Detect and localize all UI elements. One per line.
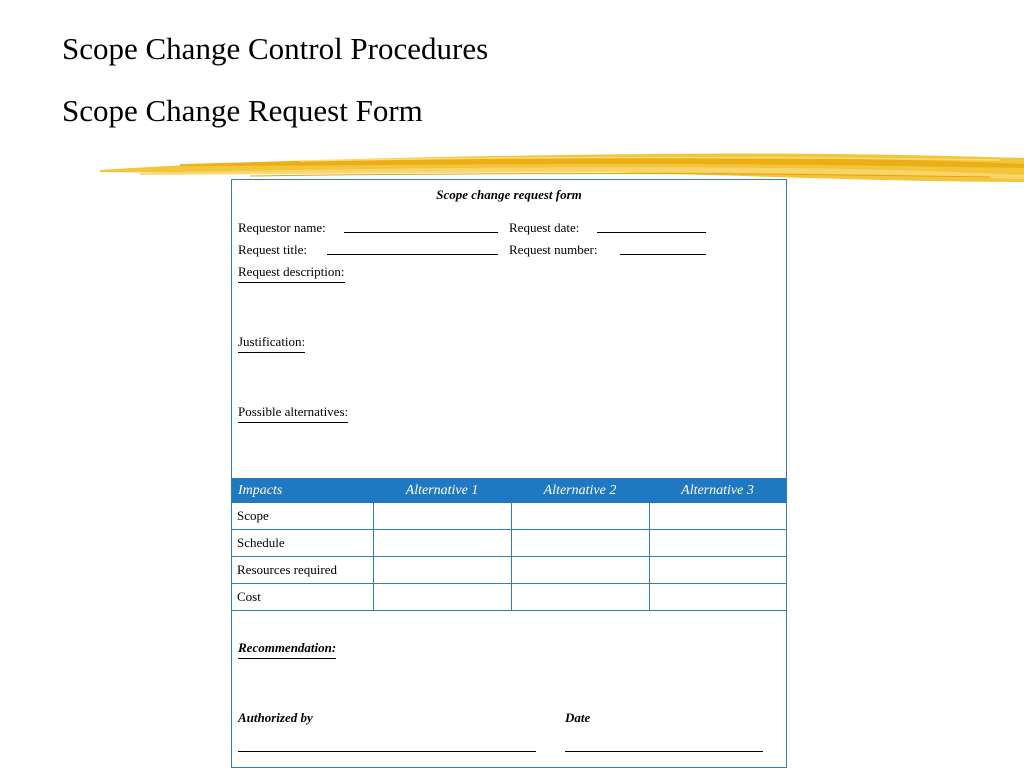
scope-change-request-form <box>231 179 787 768</box>
request-number-label: Request number: <box>509 242 598 257</box>
table-cell <box>649 557 786 584</box>
impact-schedule: Schedule <box>232 530 373 557</box>
table-row <box>232 584 786 611</box>
possible-alternatives-label: Possible alternatives: <box>238 404 348 423</box>
impacts-header-row <box>232 478 786 503</box>
table-cell <box>373 557 511 584</box>
table-cell <box>649 530 786 557</box>
table-cell <box>649 584 786 611</box>
table-cell <box>511 530 649 557</box>
requestor-name-label: Requestor name: <box>238 220 326 235</box>
impact-scope: Scope <box>232 503 373 530</box>
impact-resources: Resources required <box>232 557 373 584</box>
table-row <box>232 557 786 584</box>
table-cell <box>649 503 786 530</box>
request-number-line <box>620 254 706 255</box>
requestor-name-line <box>344 232 498 233</box>
table-cell <box>373 584 511 611</box>
impacts-table <box>232 478 786 611</box>
header-impacts: Impacts <box>232 478 373 503</box>
impact-cost: Cost <box>232 584 373 611</box>
request-title-label: Request title: <box>238 242 307 257</box>
authorized-by-label: Authorized by <box>238 710 313 725</box>
header-alternative-2: Alternative 2 <box>511 478 649 503</box>
justification-label: Justification: <box>238 334 305 353</box>
form-title: Scope change request form <box>436 187 582 202</box>
table-cell <box>373 530 511 557</box>
table-cell <box>373 503 511 530</box>
header-alternative-3: Alternative 3 <box>649 478 786 503</box>
request-title-line <box>327 254 498 255</box>
authorized-by-line <box>238 751 536 752</box>
date-line <box>565 751 763 752</box>
table-cell <box>511 557 649 584</box>
slide-title: Scope Change Control Procedures <box>62 31 489 66</box>
table-row <box>232 530 786 557</box>
date-label: Date <box>565 710 591 725</box>
table-cell <box>511 584 649 611</box>
table-cell <box>511 503 649 530</box>
slide-subtitle: Scope Change Request Form <box>62 93 423 128</box>
request-date-label: Request date: <box>509 220 580 235</box>
request-description-label: Request description: <box>238 264 345 283</box>
recommendation-label: Recommendation: <box>238 640 336 659</box>
header-alternative-1: Alternative 1 <box>373 478 511 503</box>
table-row <box>232 503 786 530</box>
request-date-line <box>597 232 706 233</box>
